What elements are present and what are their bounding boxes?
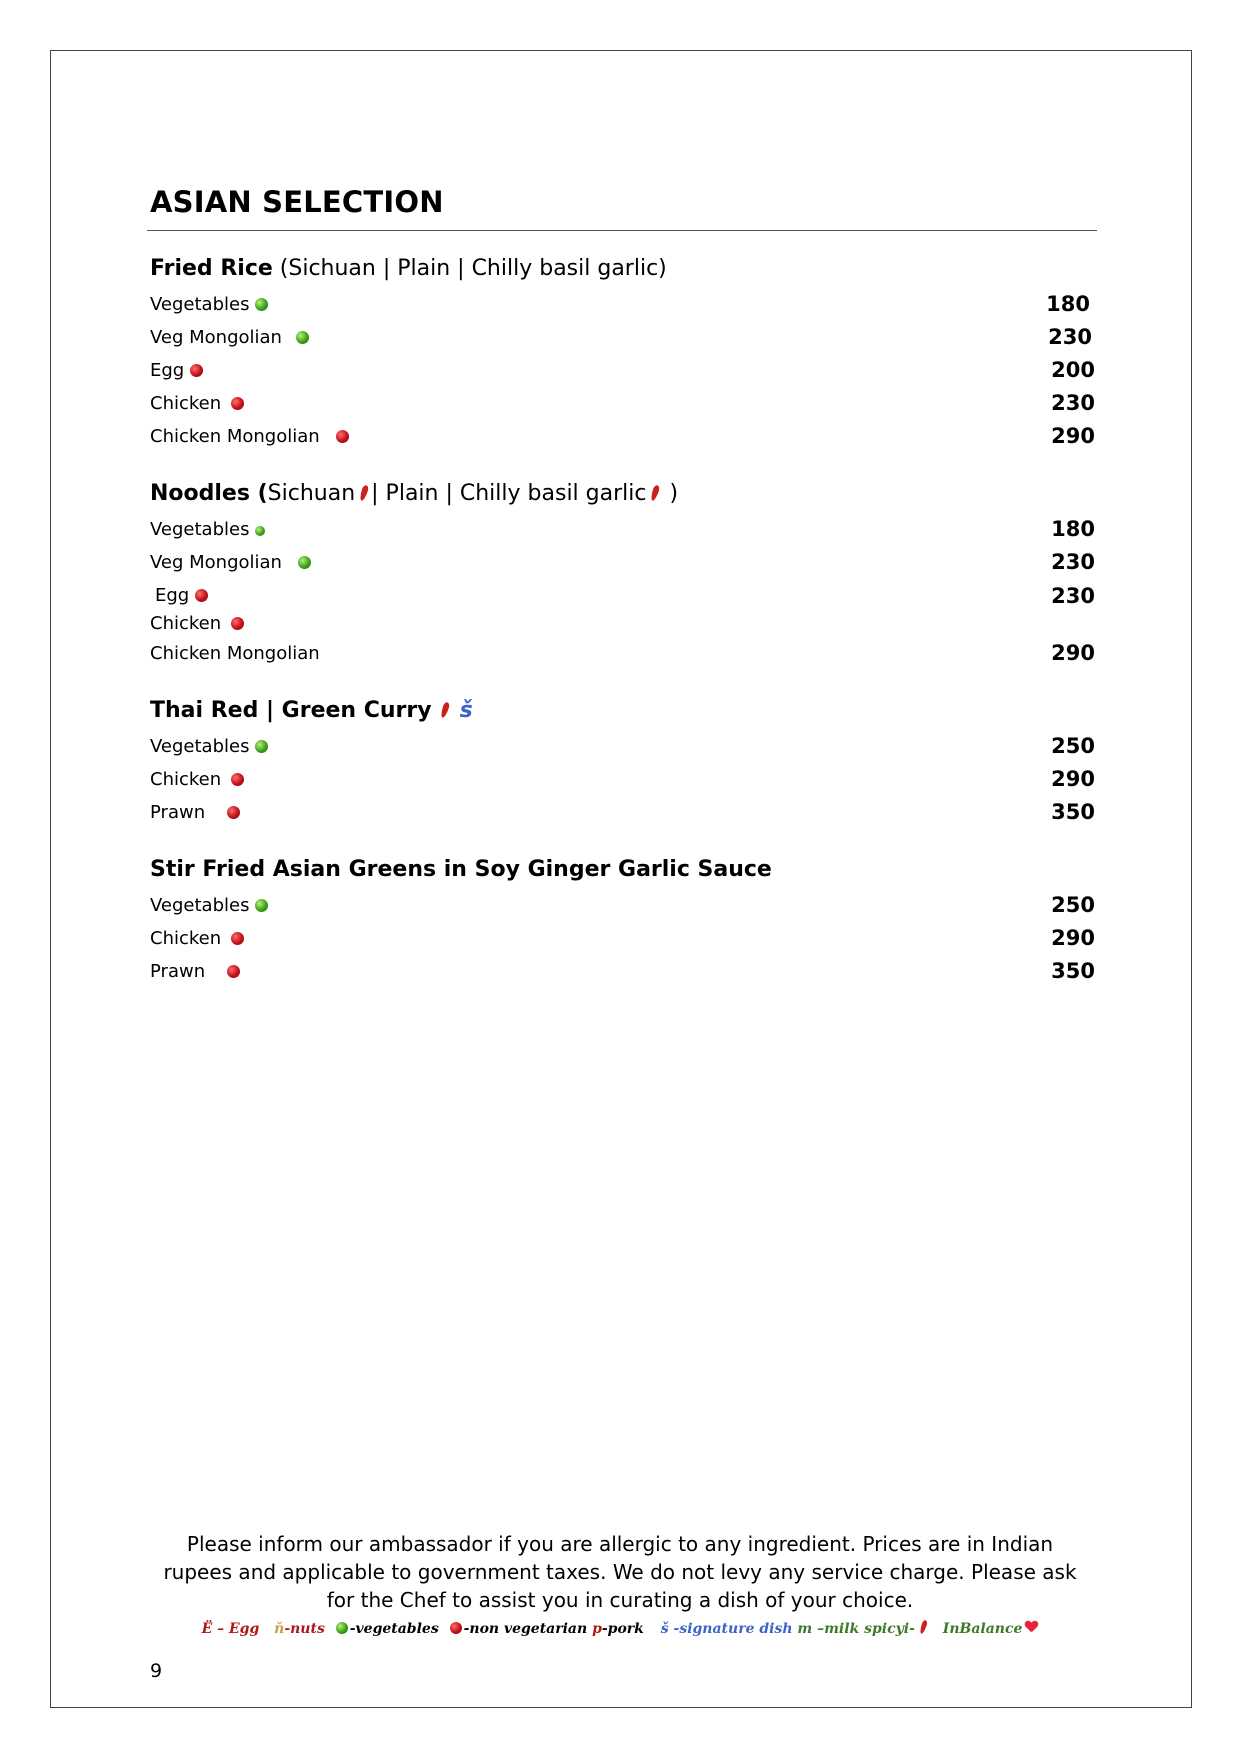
legend-spicy: spicyi- (864, 1621, 915, 1637)
section-heading-part: | Plain | Chilly basil garlic (371, 481, 647, 506)
menu-item (150, 763, 1095, 796)
nonveg-dot-icon (227, 806, 240, 819)
veg-dot-icon (255, 526, 265, 536)
item-name: Prawn (150, 802, 206, 823)
item-price: 350 (1051, 800, 1095, 824)
section-heading-bold: Noodles ( (150, 481, 268, 506)
item-name: Veg Mongolian (150, 552, 282, 573)
menu-item (150, 288, 1095, 321)
legend-milk: m –milk (797, 1621, 860, 1637)
section-heading-part: Sichuan (267, 481, 356, 506)
item-name: Chicken Mongolian (150, 426, 320, 447)
section-heading (150, 475, 1095, 513)
menu-content (150, 250, 1095, 1010)
section-noodles (150, 475, 1095, 670)
item-name: Prawn (150, 961, 206, 982)
nonveg-dot-icon (231, 932, 244, 945)
menu-item (150, 513, 1095, 546)
nonveg-dot-icon (231, 397, 244, 410)
menu-legend (150, 1620, 1090, 1637)
legend-vegetables: -vegetables (349, 1621, 439, 1637)
chili-icon (439, 701, 450, 718)
section-heading-bold: Thai Red | Green Curry (150, 698, 432, 723)
item-price: 230 (1051, 584, 1095, 608)
veg-dot-icon (298, 556, 311, 569)
item-name: Egg (150, 360, 185, 381)
menu-item (150, 387, 1095, 420)
menu-item (150, 637, 1095, 670)
page-number: 9 (150, 1660, 163, 1682)
item-name: Egg (155, 585, 190, 606)
menu-item (150, 321, 1095, 354)
nonveg-dot-icon (231, 617, 244, 630)
item-name: Chicken Mongolian (150, 643, 320, 664)
item-price: 230 (1051, 550, 1095, 574)
item-name: Vegetables (150, 519, 250, 540)
menu-item (150, 546, 1095, 579)
legend-egg: Ë – Egg (201, 1621, 260, 1637)
item-price: 230 (1051, 391, 1095, 415)
legend-inbalance: InBalance (942, 1621, 1023, 1637)
section-heading-part: ) (662, 481, 679, 506)
section-heading-rest: (Sichuan | Plain | Chilly basil garlic) (272, 256, 667, 281)
item-name: Vegetables (150, 736, 250, 757)
nonveg-dot-icon (336, 430, 349, 443)
item-name: Vegetables (150, 294, 250, 315)
section-fried-rice (150, 250, 1095, 453)
section-heading-bold: Stir Fried Asian Greens in Soy Ginger Garlic Sauce (150, 857, 772, 882)
legend-non-veg: -non vegetarian (463, 1621, 588, 1637)
nonveg-dot-icon (195, 589, 208, 602)
item-price: 290 (1051, 641, 1095, 665)
menu-item (150, 420, 1095, 453)
menu-item (150, 955, 1095, 988)
menu-item (150, 354, 1095, 387)
menu-item (150, 607, 1095, 637)
legend-pork: -pork (601, 1621, 644, 1637)
menu-item (150, 922, 1095, 955)
legend-signature: š -signature dish (660, 1621, 793, 1637)
veg-dot-icon (255, 298, 268, 311)
item-price: 200 (1051, 358, 1095, 382)
veg-dot-icon (336, 1622, 348, 1634)
heart-icon (1025, 1621, 1038, 1633)
nonveg-dot-icon (450, 1622, 462, 1634)
section-thai-curry (150, 692, 1095, 829)
veg-dot-icon (255, 740, 268, 753)
item-price: 290 (1051, 424, 1095, 448)
chili-icon (359, 484, 370, 501)
chili-icon (650, 484, 661, 501)
menu-item (150, 730, 1095, 763)
veg-dot-icon (296, 331, 309, 344)
menu-item (150, 796, 1095, 829)
item-price: 290 (1051, 926, 1095, 950)
title-divider (147, 230, 1097, 231)
item-price: 180 (1051, 517, 1095, 541)
chili-icon (919, 1620, 928, 1635)
page-title: ASIAN SELECTION (150, 185, 444, 219)
section-heading (150, 851, 1095, 889)
nonveg-dot-icon (190, 364, 203, 377)
section-stir-fried-greens (150, 851, 1095, 988)
allergy-disclaimer: Please inform our ambassador if you are allergic to any ingredient. Prices are in Indian rupees and applicable to government taxes. We do not levy any service charge. Please ask for the Chef to assist you in curating a dish of your choice. (163, 1532, 1077, 1612)
section-heading (150, 250, 1095, 288)
item-price: 230 (1048, 325, 1092, 349)
item-name: Chicken (150, 613, 222, 634)
signature-dish-icon: š (459, 698, 473, 723)
section-heading (150, 692, 1095, 730)
menu-item (150, 579, 1095, 607)
item-name: Chicken (150, 769, 222, 790)
veg-dot-icon (255, 899, 268, 912)
item-price: 180 (1046, 292, 1090, 316)
menu-item (150, 889, 1095, 922)
nonveg-dot-icon (227, 965, 240, 978)
item-price: 250 (1051, 893, 1095, 917)
item-price: 350 (1051, 959, 1095, 983)
pork-icon: p (592, 1621, 602, 1637)
item-name: Vegetables (150, 895, 250, 916)
item-name: Chicken (150, 393, 222, 414)
section-heading-bold: Fried Rice (150, 256, 273, 281)
nonveg-dot-icon (231, 773, 244, 786)
item-name: Veg Mongolian (150, 327, 282, 348)
item-price: 250 (1051, 734, 1095, 758)
nuts-icon: ň (274, 1621, 285, 1637)
item-name: Chicken (150, 928, 222, 949)
item-price: 290 (1051, 767, 1095, 791)
legend-nuts: -nuts (284, 1621, 325, 1637)
